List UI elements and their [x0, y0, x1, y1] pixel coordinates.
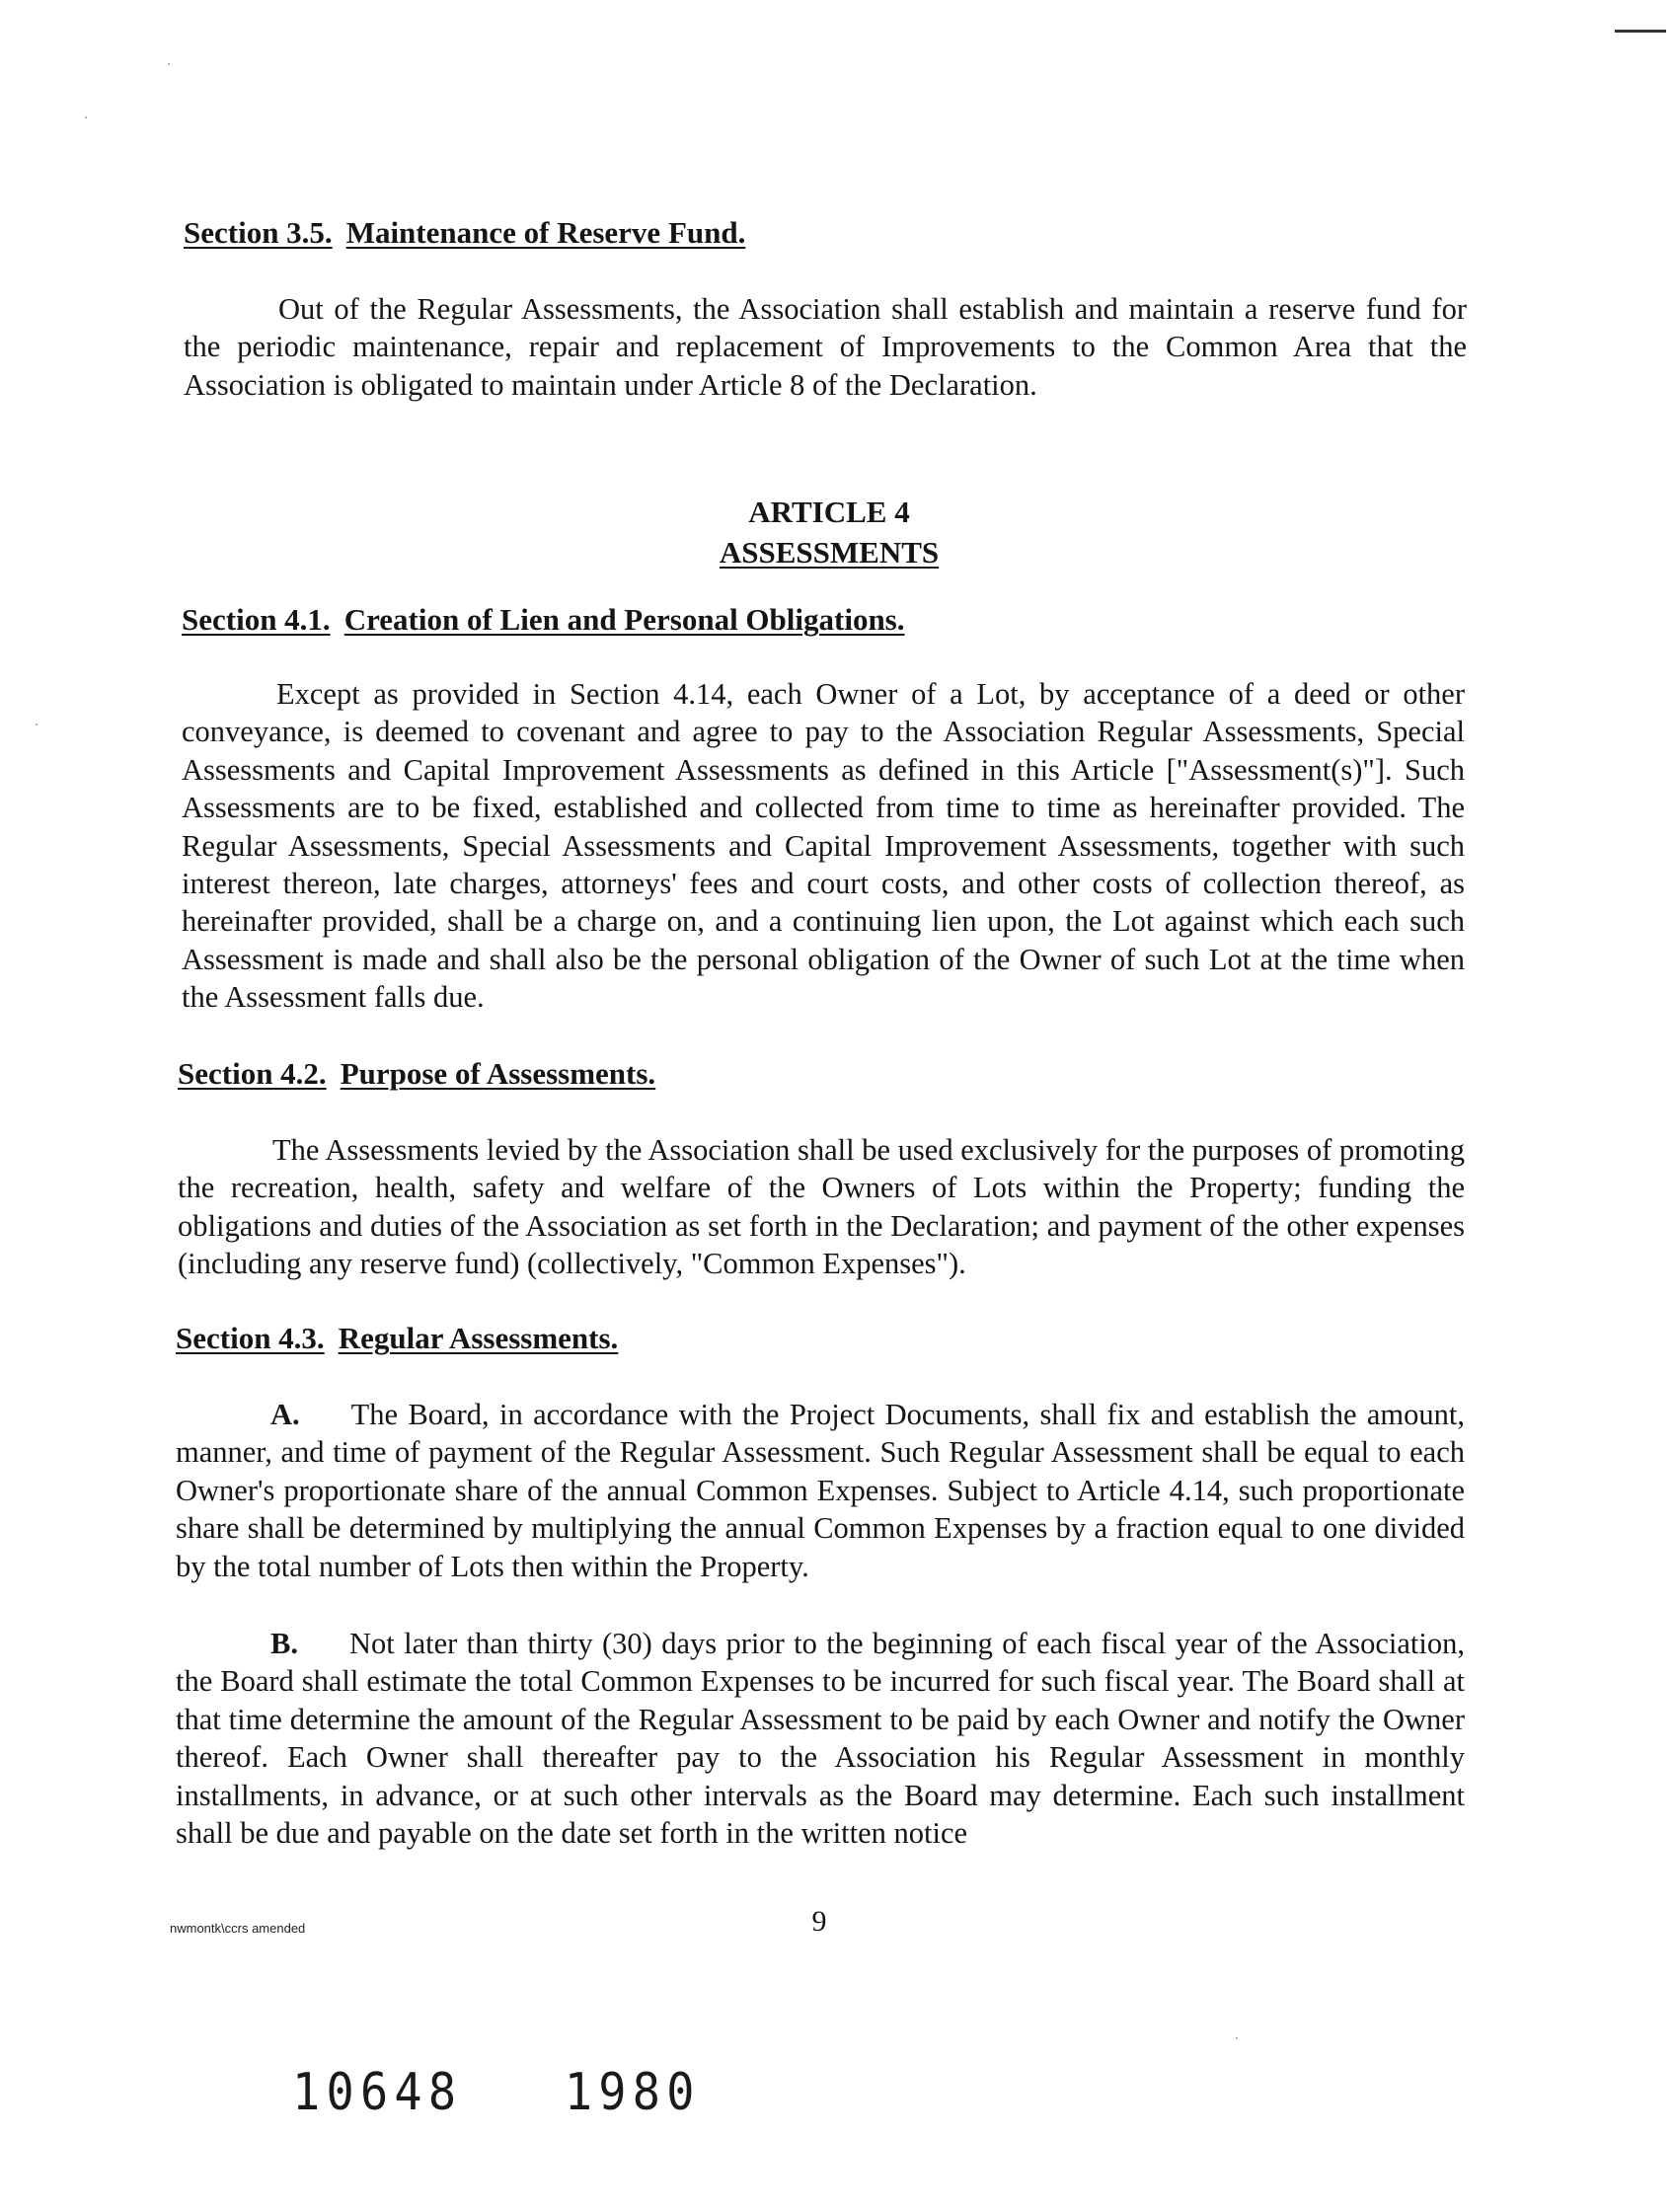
- section-4-2-body: The Assessments levied by the Association shall be used exclusively for the purposes of promoting the recreation, health, safety and welfare of the Owners of Lots within the Property; funding the obligations and duties of the Association as set forth in the Declaration; and payment of the other expenses (including any reserve fund) (collectively, "Common Expenses").: [178, 1133, 1465, 1281]
- section-4-1-body: Except as provided in Section 4.14, each Owner of a Lot, by acceptance of a deed or other conveyance, is deemed to covenant and agree to pay to the Association Regular Assessments, Special Assessments and Capital Improvement Assessments as defined in this Article ["Assessment(s)"]. Such Assessments are to be fixed, established and collected from time to time as hereinafter provided. The Regular Assessments, Special Assessments and Capital Improvement Assessments, together with such interest thereon, late charges, attorneys' fees and court costs, and other costs of collection thereof, as hereinafter provided, shall be a charge on, and a continuing lien upon, the Lot against which each such Assessment is made and shall also be the personal obligation of the Owner of such Lot at the time when the Assessment falls due.: [182, 677, 1465, 1015]
- section-3-5-body: Out of the Regular Assessments, the Association shall establish and maintain a reserve fund for the periodic maintenance, repair and replacement of Improvements to the Common Area that the Association is obligated to maintain under Article 8 of the Declaration.: [184, 292, 1467, 402]
- section-3-5-heading: [184, 217, 745, 248]
- section-4-3-number: Section 4.3.: [176, 1321, 325, 1355]
- article-label: ARTICLE 4: [748, 495, 910, 529]
- subsection-a-body: The Board, in accordance with the Project Documents, shall fix and establish the amount, manner, and time of payment of the Regular Assessment. Such Regular Assessment shall be equal to each Owner's proportionate share of the annual Common Expenses. Subject to Article 4.14, such proportionate share shall be determined by multiplying the annual Common Expenses by a fraction equal to one divided by the total number of Lots then within the Property.: [176, 1398, 1465, 1583]
- stamp-page-number: 1980: [564, 2063, 701, 2122]
- scan-speck: [36, 724, 38, 725]
- scan-speck: [85, 116, 87, 118]
- section-4-1-number: Section 4.1.: [182, 602, 331, 637]
- scan-edge-mark: [1615, 30, 1666, 33]
- section-4-2-paragraph: [178, 1131, 1465, 1283]
- section-4-3-subsection-b: [176, 1625, 1465, 1852]
- section-4-2-heading: [178, 1058, 655, 1089]
- section-4-3-subsection-a: [176, 1396, 1465, 1585]
- subsection-b-label: B.: [270, 1627, 298, 1660]
- scan-speck: [1236, 2037, 1238, 2039]
- subsection-a-label: A.: [270, 1398, 300, 1431]
- recording-stamp: [292, 2063, 701, 2122]
- page-number: 9: [811, 1905, 827, 1938]
- footer-file-path: nwmontk\ccrs amended: [170, 1921, 306, 1936]
- section-4-1-heading: [182, 604, 905, 635]
- article-heading: [0, 492, 1658, 572]
- section-4-1-title: Creation of Lien and Personal Obligations.: [343, 602, 905, 637]
- section-4-3-title: Regular Assessments.: [338, 1321, 619, 1355]
- section-4-1-paragraph: [182, 675, 1465, 1017]
- section-3-5-paragraph: [184, 290, 1467, 404]
- subsection-b-body: Not later than thirty (30) days prior to the beginning of each fiscal year of the Association, the Board shall estimate the total Common Expenses to be incurred for such fiscal year. The Board shall at that time determine the amount of the Regular Assessment to be paid by each Owner and notify the Owner thereof. Each Owner shall thereafter pay to the Association his Regular Assessment in monthly installments, in advance, or at such other intervals as the Board may determine. Each such installment shall be due and payable on the date set forth in the written notice: [176, 1627, 1465, 1851]
- section-4-2-title: Purpose of Assessments.: [340, 1056, 656, 1091]
- section-3-5-number: Section 3.5.: [184, 215, 333, 250]
- stamp-book-number: 10648: [292, 2063, 463, 2122]
- article-name: ASSESSMENTS: [719, 535, 940, 570]
- section-4-2-number: Section 4.2.: [178, 1056, 327, 1091]
- section-4-3-heading: [176, 1323, 618, 1353]
- scan-speck: [168, 63, 170, 65]
- section-3-5-title: Maintenance of Reserve Fund.: [345, 215, 746, 250]
